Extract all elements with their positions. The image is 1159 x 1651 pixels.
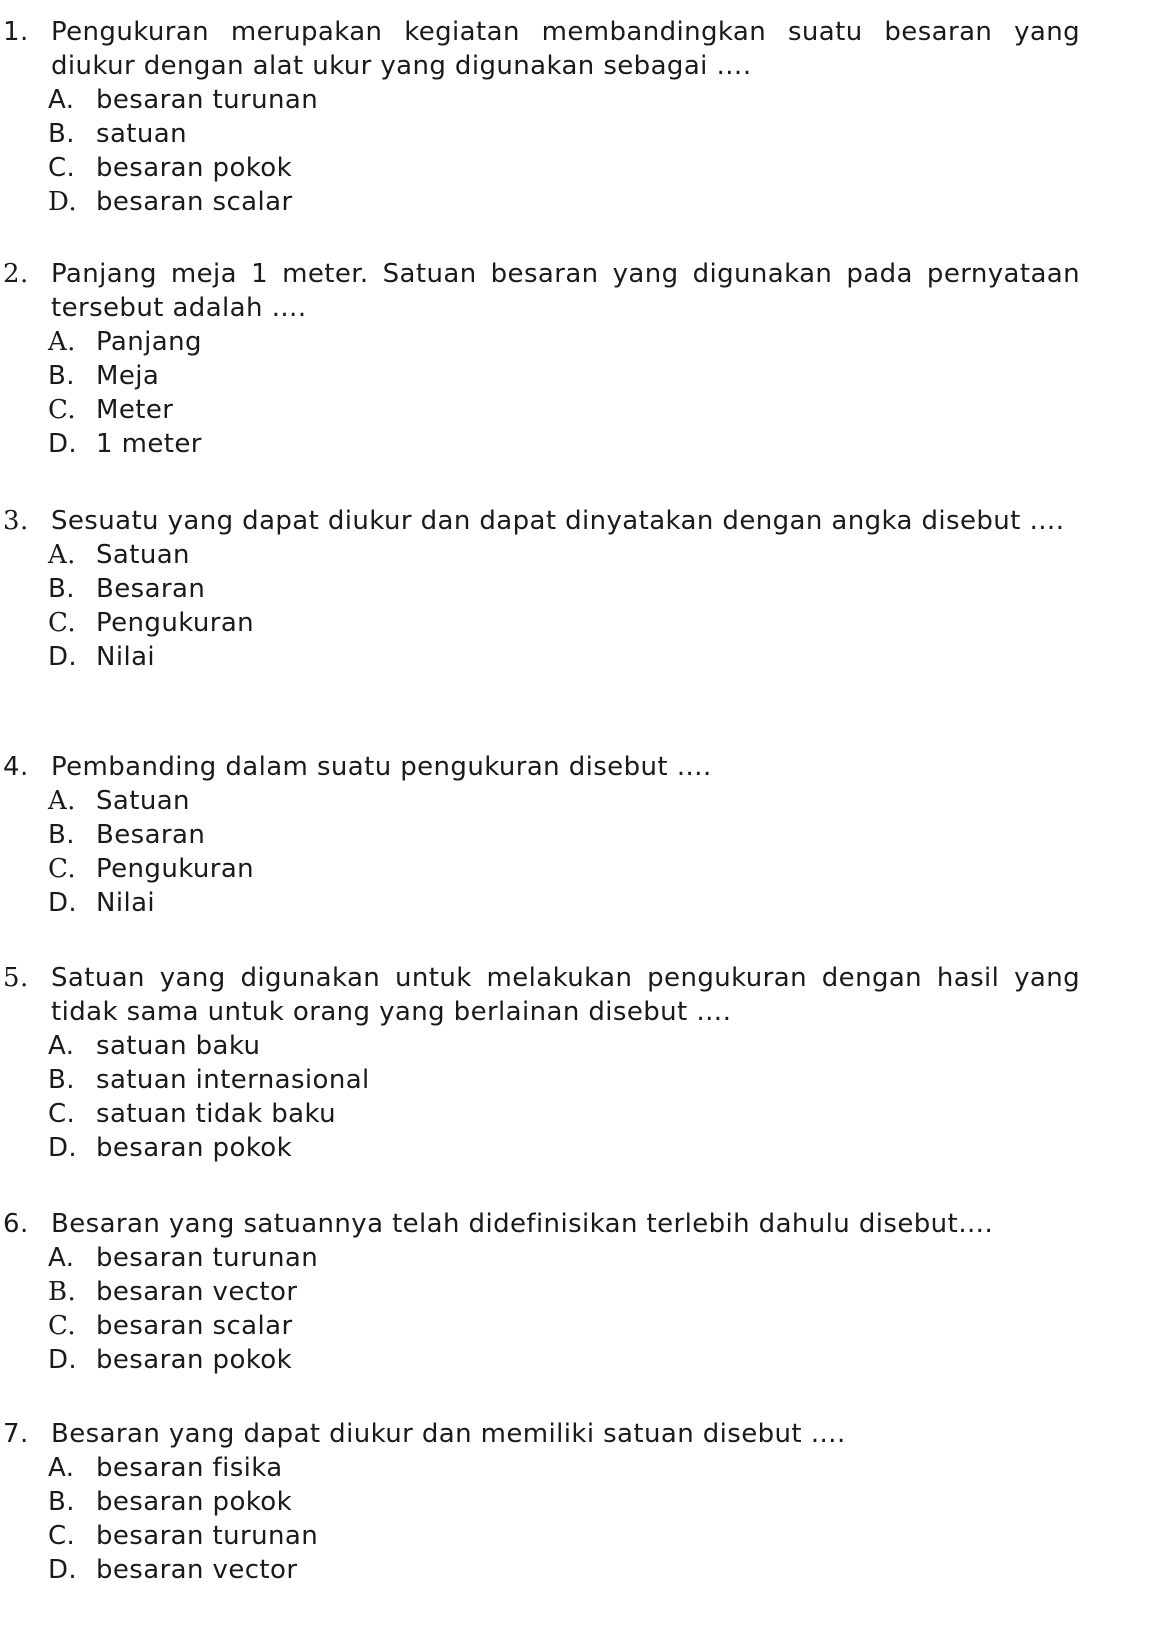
option-text: besaran vector <box>96 1277 298 1307</box>
option-label: B. <box>48 820 75 850</box>
option-text: besaran scalar <box>96 187 293 217</box>
question-number: 3. <box>3 506 29 536</box>
option-a <box>48 1029 1080 1063</box>
option-text: Meter <box>96 395 174 425</box>
option-d <box>48 185 1080 219</box>
option-text: Meja <box>96 361 160 391</box>
option-a <box>48 784 1080 818</box>
option-d <box>48 640 1080 674</box>
option-label: B. <box>48 119 75 149</box>
option-label: A. <box>48 85 75 115</box>
option-a <box>48 1241 1080 1275</box>
option-c <box>48 1097 1080 1131</box>
question-text: Satuan yang digunakan untuk melakukan pengukuran dengan hasil yang tidak sama untuk orang yang berlainan disebut …. <box>51 963 1080 1027</box>
option-b <box>48 359 1080 393</box>
option-text: besaran pokok <box>96 1133 293 1163</box>
option-d <box>48 1343 1080 1377</box>
option-a <box>48 1451 1080 1485</box>
question-7 <box>0 1417 1080 1587</box>
option-label: C. <box>48 153 76 183</box>
option-label: A. <box>48 1243 75 1273</box>
option-d <box>48 1131 1080 1165</box>
option-label: B. <box>48 1487 75 1517</box>
question-2 <box>0 257 1080 461</box>
option-text: Besaran <box>96 820 206 850</box>
question-number: 7. <box>3 1419 29 1449</box>
option-label: B. <box>48 361 75 391</box>
option-text: Besaran <box>96 574 206 604</box>
option-label: D. <box>48 1345 78 1375</box>
option-text: besaran fisika <box>96 1453 283 1483</box>
option-text: Pengukuran <box>96 608 255 638</box>
option-text: besaran pokok <box>96 1345 293 1375</box>
option-text: satuan baku <box>96 1031 261 1061</box>
option-text: Nilai <box>96 642 156 672</box>
question-1 <box>0 15 1080 219</box>
question-stem <box>0 750 1080 784</box>
question-stem <box>0 257 1080 325</box>
option-text: besaran turunan <box>96 85 319 115</box>
option-label: A. <box>48 1031 75 1061</box>
option-label: C. <box>48 1521 76 1551</box>
option-c <box>48 393 1080 427</box>
option-text: besaran vector <box>96 1555 298 1585</box>
option-c <box>48 1519 1080 1553</box>
question-text: Besaran yang dapat diukur dan memiliki satuan disebut …. <box>51 1419 846 1449</box>
option-b <box>48 117 1080 151</box>
option-label: D. <box>48 1133 78 1163</box>
option-text: satuan internasional <box>96 1065 370 1095</box>
option-d <box>48 1553 1080 1587</box>
option-d <box>48 886 1080 920</box>
question-number: 1. <box>3 17 29 47</box>
option-text: Panjang <box>96 327 202 357</box>
option-label: A. <box>48 540 76 570</box>
question-stem <box>0 1207 1080 1241</box>
option-label: D. <box>48 642 78 672</box>
option-c <box>48 1309 1080 1343</box>
option-text: Satuan <box>96 786 190 816</box>
option-text: besaran turunan <box>96 1521 319 1551</box>
option-label: D. <box>48 187 77 217</box>
question-5 <box>0 961 1080 1165</box>
option-text: Pengukuran <box>96 854 255 884</box>
option-text: besaran scalar <box>96 1311 293 1341</box>
question-number: 4. <box>3 752 29 782</box>
option-text: Nilai <box>96 888 156 918</box>
option-text: besaran turunan <box>96 1243 319 1273</box>
option-text: Satuan <box>96 540 190 570</box>
option-label: D. <box>48 1555 78 1585</box>
question-text: Besaran yang satuannya telah didefinisikan terlebih dahulu disebut…. <box>51 1209 994 1239</box>
option-label: C. <box>48 854 77 884</box>
question-number: 5. <box>3 963 29 993</box>
question-stem <box>0 1417 1080 1451</box>
option-label: A. <box>48 1453 75 1483</box>
question-3 <box>0 504 1080 674</box>
option-label: C. <box>48 1099 76 1129</box>
option-text: besaran pokok <box>96 1487 293 1517</box>
question-stem <box>0 504 1080 538</box>
option-text: satuan tidak baku <box>96 1099 336 1129</box>
option-label: C. <box>48 395 77 425</box>
option-label: A. <box>48 786 76 816</box>
option-label: B. <box>48 574 75 604</box>
option-a <box>48 83 1080 117</box>
question-stem <box>0 15 1080 83</box>
question-text: Pengukuran merupakan kegiatan membandingkan suatu besaran yang diukur dengan alat ukur yang digunakan sebagai …. <box>51 17 1080 81</box>
option-b <box>48 572 1080 606</box>
option-label: D. <box>48 429 78 459</box>
question-text: Pembanding dalam suatu pengukuran disebut …. <box>51 752 712 782</box>
option-b <box>48 1485 1080 1519</box>
question-text: Sesuatu yang dapat diukur dan dapat dinyatakan dengan angka disebut …. <box>51 506 1065 536</box>
option-text: besaran pokok <box>96 153 293 183</box>
option-c <box>48 606 1080 640</box>
question-number: 2. <box>3 259 29 289</box>
question-text: Panjang meja 1 meter. Satuan besaran yang digunakan pada pernyataan tersebut adalah …. <box>51 259 1080 323</box>
question-4 <box>0 750 1080 920</box>
option-a <box>48 325 1080 359</box>
option-b <box>48 818 1080 852</box>
option-c <box>48 852 1080 886</box>
option-label: A. <box>48 327 76 357</box>
option-c <box>48 151 1080 185</box>
option-label: B. <box>48 1065 75 1095</box>
option-d <box>48 427 1080 461</box>
question-6 <box>0 1207 1080 1377</box>
option-text: 1 meter <box>96 429 202 459</box>
option-label: D. <box>48 888 78 918</box>
option-label: C. <box>48 608 77 638</box>
question-stem <box>0 961 1080 1029</box>
option-label: B. <box>48 1277 77 1307</box>
question-number: 6. <box>3 1209 29 1239</box>
option-label: C. <box>48 1311 77 1341</box>
option-b <box>48 1275 1080 1309</box>
option-b <box>48 1063 1080 1097</box>
option-a <box>48 538 1080 572</box>
option-text: satuan <box>96 119 187 149</box>
